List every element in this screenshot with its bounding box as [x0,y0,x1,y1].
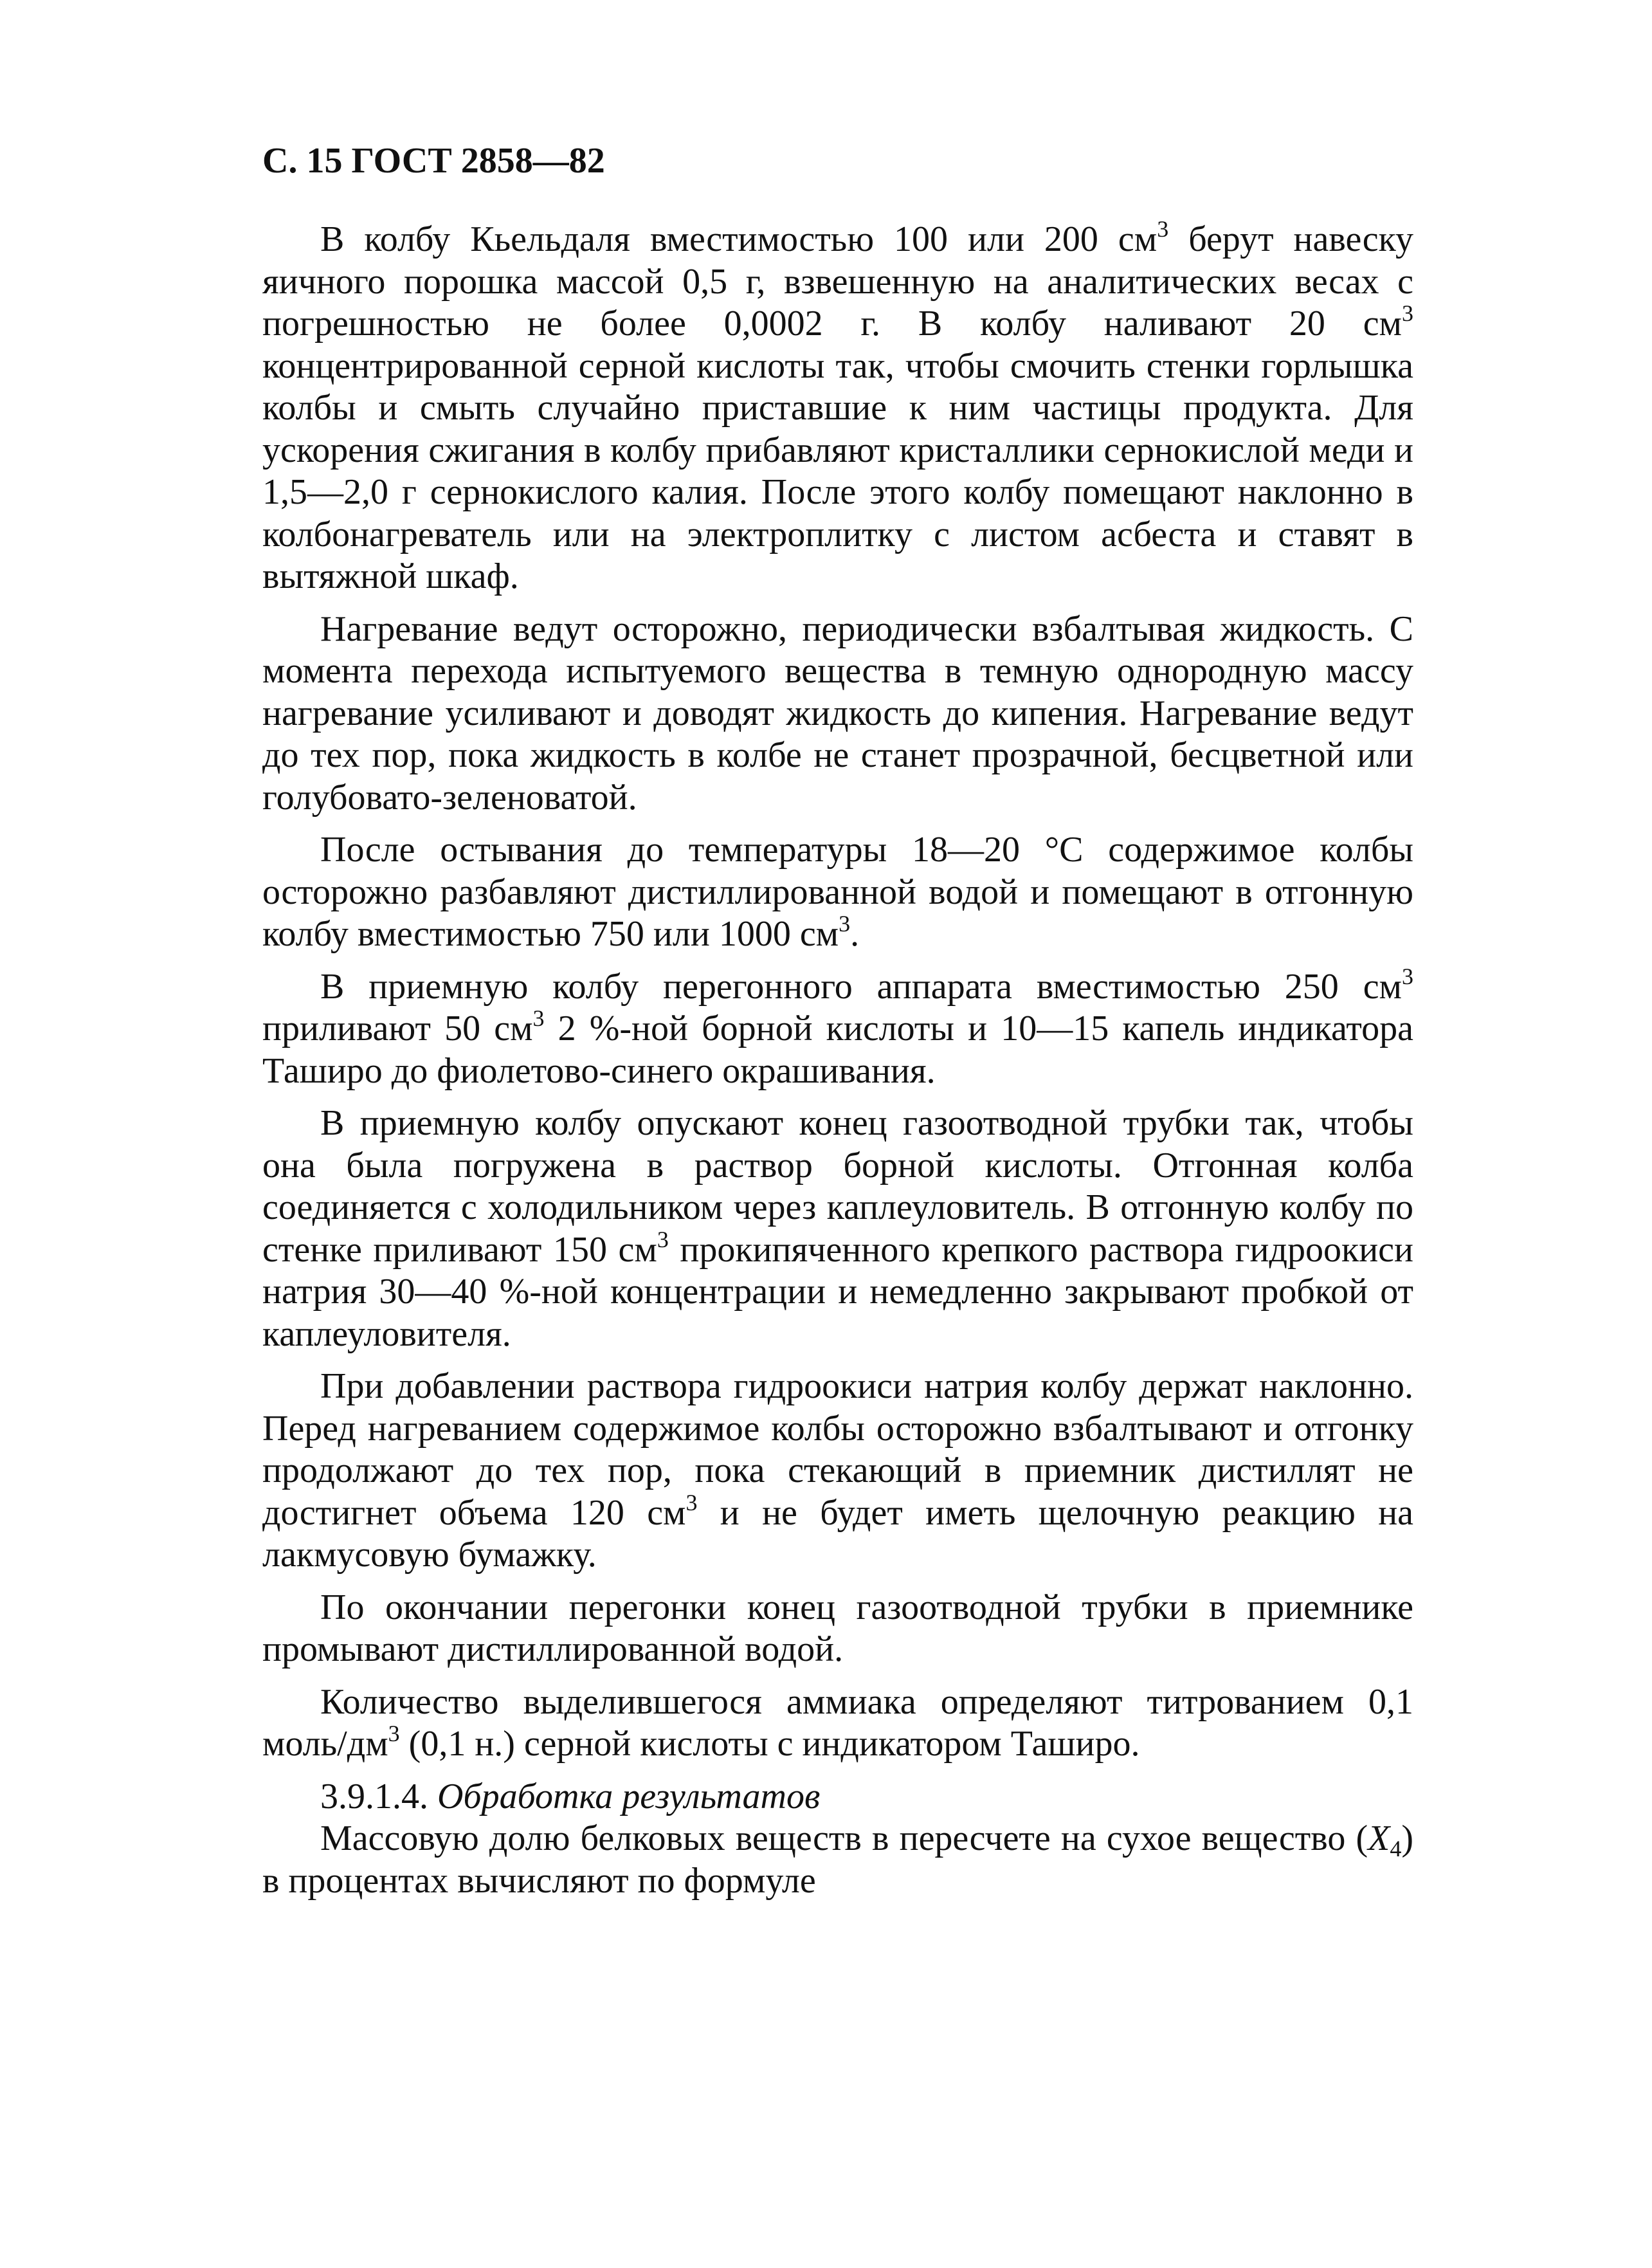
superscript: 3 [532,1005,545,1031]
superscript: 3 [839,911,851,937]
superscript: 3 [1157,216,1169,242]
text-run: Количество выделившегося аммиака определяют титрованием 0,1 моль/дм [262,1681,1413,1764]
section-title: Обработка результатов [437,1776,821,1816]
superscript: 3 [685,1489,698,1515]
subscript: 4 [1390,1836,1402,1861]
superscript: 3 [1402,300,1413,326]
paragraph-7: По окончании перегонки конец газоотводной трубки в приемнике промывают дистиллированной водой. [262,1587,1413,1669]
text-run: концентрированной серной кислоты так, чтобы смочить стенки горлышка колбы и смыть случайно приставшие к ним частицы продукта. Для ускорения сжигания в колбу прибавляют кристаллики сернокислой меди и 1,5—2,0 г сернокислого калия. После этого колбу помещают наклонно в колбонагреватель или на электроплитку с листом асбеста и ставят в вытяжной шкаф. [262,345,1413,596]
paragraph-2: Нагревание ведут осторожно, периодически взбалтывая жидкость. С момента перехода испытуемого вещества в темную однородную массу нагревание усиливают и доводят жидкость до кипения. Нагревание ведут до тех пор, пока жидкость в колбе не станет прозрачной, бесцветной или голубовато-зеленоватой. [262,608,1413,818]
paragraph-5 [262,1102,1413,1355]
text-run: ) в процентах вычисляют по формуле [262,1818,1413,1901]
text-run: прокипяченного крепкого раствора гидроокиси натрия 30—40 %-ной концентрации и немедленно закрывают пробкой от каплеуловителя. [262,1229,1413,1354]
text-run: . [850,914,860,954]
text-run: Массовую долю белковых веществ в пересчете на сухое вещество ( [320,1818,1368,1858]
text-run: В приемную колбу опускают конец газоотводной трубки так, чтобы она была погружена в раствор борной кислоты. Отгонная колба соединяется с холодильником через каплеуловитель. В отгонную колбу по стенке приливают 150 см [262,1103,1413,1270]
variable: X [1368,1818,1390,1858]
text-run: В приемную колбу перегонного аппарата вместимостью 250 см [320,966,1402,1007]
section-number: 3.9.1.4. [320,1776,437,1816]
text-run: 2 %-ной борной кислоты и 10—15 капель индикатора Таширо до фиолетово-синего окрашивания. [262,1009,1413,1091]
superscript: 3 [657,1226,669,1252]
text-run: В колбу Кьельдаля вместимостью 100 или 200 см [320,219,1157,259]
text-run: После остывания до температуры 18—20 °С содержимое колбы осторожно разбавляют дистиллированной водой и помещают в отгонную колбу вместимостью 750 или 1000 см [262,830,1413,954]
paragraph-10 [262,1818,1413,1902]
document-body [262,216,1414,1912]
text-run: (0,1 н.) серной кислоты с индикатором Таширо. [399,1724,1140,1764]
section-heading [262,1776,1413,1818]
superscript: 3 [388,1721,400,1746]
text-run: При добавлении раствора гидроокиси натрия колбу держат наклонно. Перед нагреванием содержимое колбы осторожно взбалтывают и отгонку продолжают до тех пор, пока стекающий в приемник дистиллят не достигнет объема 120 см [262,1366,1413,1533]
text-run: берут навеску яичного порошка массой 0,5 г, взвешенную на аналитических весах с погрешностью не более 0,0002 г. В колбу наливают 20 см [262,219,1413,343]
paragraph-6 [262,1366,1413,1577]
paragraph-8 [262,1681,1413,1766]
text-run: приливают 50 см [262,1009,533,1048]
paragraph-1 [262,216,1413,598]
paragraph-3 [262,829,1413,956]
running-head: С. 15 ГОСТ 2858—82 [262,141,605,181]
superscript: 3 [1402,963,1413,989]
paragraph-4 [262,963,1413,1093]
text-run: и не будет иметь щелочную реакцию на лакмусовую бумажку. [262,1492,1414,1575]
